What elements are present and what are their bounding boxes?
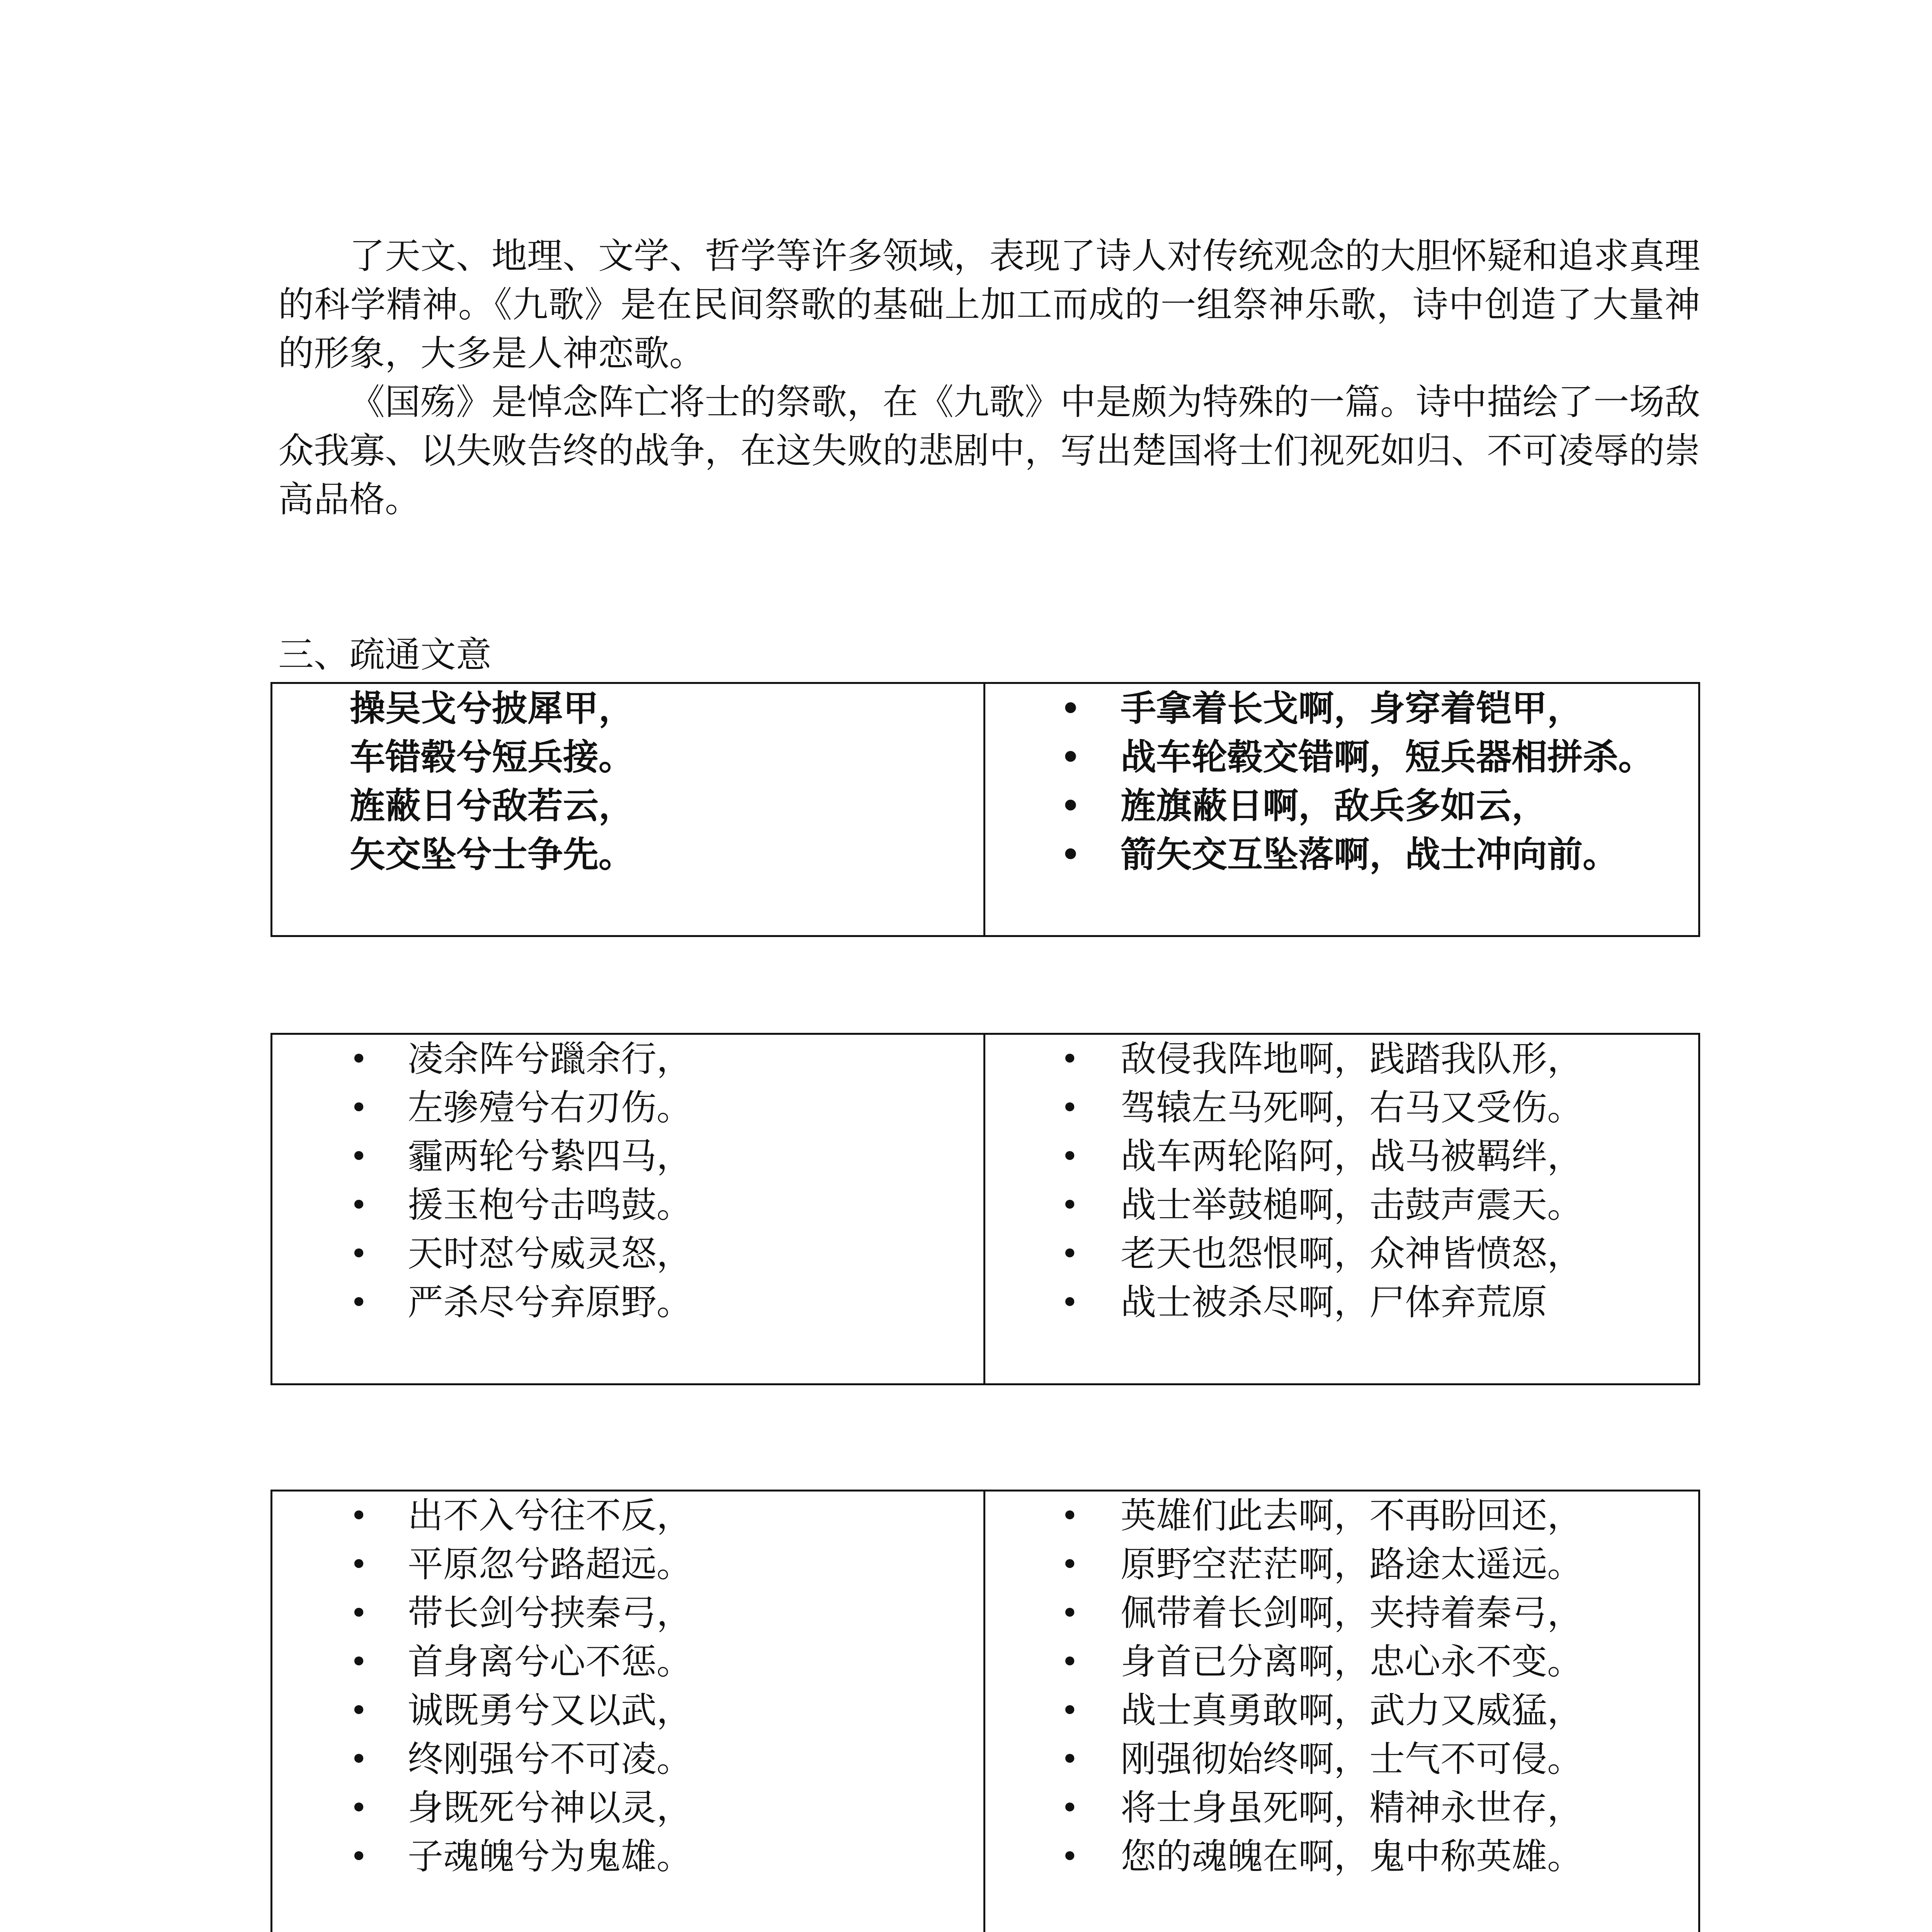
original-line: • 诚既勇兮又以武， xyxy=(272,1686,983,1735)
bullet-icon: • xyxy=(1061,836,1081,872)
original-line: • 首身离兮心不惩。 xyxy=(272,1638,983,1686)
bullet-icon: • xyxy=(350,1187,368,1223)
translation-column xyxy=(985,684,1700,879)
translation-column xyxy=(985,1492,1700,1881)
translation-table-2 xyxy=(270,1033,1700,1385)
original-line: • 终刚强兮不可凌。 xyxy=(272,1735,983,1784)
translation-line: • 老天也怨恨啊，众神皆愤怒， xyxy=(985,1230,1700,1278)
original-column xyxy=(272,1035,983,1327)
bullet-icon: • xyxy=(1061,1595,1079,1631)
bullet-icon: • xyxy=(350,1041,368,1077)
original-line: • 凌余阵兮躐余行， xyxy=(272,1035,983,1083)
translation-table-3 xyxy=(270,1490,1700,1932)
bullet-icon: • xyxy=(350,1644,368,1680)
original-line: • 援玉枹兮击鸣鼓。 xyxy=(272,1181,983,1230)
original-line: • 身既死兮神以灵， xyxy=(272,1784,983,1832)
section-heading: 三、疏通文意 xyxy=(278,634,492,675)
original-line: • 出不入兮往不反， xyxy=(272,1492,983,1540)
original-line: • 带长剑兮挟秦弓， xyxy=(272,1589,983,1638)
bullet-icon: • xyxy=(350,1692,368,1728)
original-line: • 天时怼兮威灵怒， xyxy=(272,1230,983,1278)
translation-table-1 xyxy=(270,682,1700,937)
original-column xyxy=(272,684,983,879)
bullet-icon: • xyxy=(350,1284,368,1320)
original-line: 操吴戈兮披犀甲， xyxy=(350,687,634,729)
original-column xyxy=(272,1492,983,1881)
intro-paragraph-1: 了天文、地理、文学、哲学等许多领域，表现了诗人对传统观念的大胆怀疑和追求真理的科学精神。《九歌》是在民间祭歌的基础上加工而成的一组祭神乐歌，诗中创造了大量神的形象，大多是人神恋歌。 xyxy=(278,235,1701,374)
bullet-icon: • xyxy=(350,1498,368,1534)
bullet-icon: • xyxy=(1061,1498,1079,1534)
bullet-icon: • xyxy=(1061,690,1081,726)
bullet-icon: • xyxy=(1061,739,1081,775)
original-line: • 左骖殪兮右刃伤。 xyxy=(272,1083,983,1132)
original-line: 矢交坠兮士争先。 xyxy=(350,833,634,875)
original-line: 旌蔽日兮敌若云， xyxy=(350,785,634,827)
translation-line: • 战士举鼓槌啊，击鼓声震天。 xyxy=(985,1181,1700,1230)
bullet-icon: • xyxy=(350,1838,368,1874)
bullet-icon: • xyxy=(350,1236,368,1272)
original-line: • 平原忽兮路超远。 xyxy=(272,1540,983,1589)
translation-line: • 战士被杀尽啊，尸体弃荒原 xyxy=(985,1278,1700,1327)
bullet-icon: • xyxy=(1061,1838,1079,1874)
bullet-icon: • xyxy=(350,1595,368,1631)
bullet-icon: • xyxy=(1061,1236,1079,1272)
original-line: • 严杀尽兮弃原野。 xyxy=(272,1278,983,1327)
bullet-icon: • xyxy=(1061,1692,1079,1728)
original-line: • 霾两轮兮絷四马， xyxy=(272,1132,983,1181)
bullet-icon: • xyxy=(1061,1284,1079,1320)
bullet-icon: • xyxy=(1061,787,1081,824)
bullet-icon: • xyxy=(1061,1041,1079,1077)
translation-line: • 手拿着长戈啊，身穿着铠甲， xyxy=(985,684,1700,733)
bullet-icon: • xyxy=(350,1546,368,1582)
translation-line: • 英雄们此去啊，不再盼回还， xyxy=(985,1492,1700,1540)
intro-paragraph-2: 《国殇》是悼念阵亡将士的祭歌，在《九歌》中是颇为特殊的一篇。诗中描绘了一场敌众我寡、以失败告终的战争，在这失败的悲剧中，写出楚国将士们视死如归、不可凌辱的崇高品格。 xyxy=(278,381,1701,520)
translation-line: • 战车轮毂交错啊，短兵器相拼杀。 xyxy=(985,733,1700,781)
bullet-icon: • xyxy=(350,1090,368,1126)
translation-line: • 刚强彻始终啊，士气不可侵。 xyxy=(985,1735,1700,1784)
bullet-icon: • xyxy=(1061,1187,1079,1223)
translation-line: • 佩带着长剑啊，夹持着秦弓， xyxy=(985,1589,1700,1638)
translation-line: • 箭矢交互坠落啊，战士冲向前。 xyxy=(985,830,1700,879)
bullet-icon: • xyxy=(350,1790,368,1826)
translation-line: • 敌侵我阵地啊，践踏我队形， xyxy=(985,1035,1700,1083)
translation-line: • 您的魂魄在啊，鬼中称英雄。 xyxy=(985,1832,1700,1881)
bullet-icon: • xyxy=(350,1741,368,1777)
translation-line: • 驾辕左马死啊，右马又受伤。 xyxy=(985,1083,1700,1132)
translation-line: • 旌旗蔽日啊，敌兵多如云， xyxy=(985,781,1700,830)
translation-line: • 战车两轮陷阿，战马被羁绊， xyxy=(985,1132,1700,1181)
bullet-icon: • xyxy=(1061,1644,1079,1680)
bullet-icon: • xyxy=(350,1138,368,1174)
translation-line: • 身首已分离啊，忠心永不变。 xyxy=(985,1638,1700,1686)
original-line: 车错毂兮短兵接。 xyxy=(350,736,634,778)
bullet-icon: • xyxy=(1061,1790,1079,1826)
original-line: • 子魂魄兮为鬼雄。 xyxy=(272,1832,983,1881)
translation-column xyxy=(985,1035,1700,1327)
translation-line: • 将士身虽死啊，精神永世存， xyxy=(985,1784,1700,1832)
bullet-icon: • xyxy=(1061,1090,1079,1126)
bullet-icon: • xyxy=(1061,1546,1079,1582)
translation-line: • 原野空茫茫啊，路途太遥远。 xyxy=(985,1540,1700,1589)
translation-line: • 战士真勇敢啊，武力又威猛， xyxy=(985,1686,1700,1735)
bullet-icon: • xyxy=(1061,1741,1079,1777)
bullet-icon: • xyxy=(1061,1138,1079,1174)
